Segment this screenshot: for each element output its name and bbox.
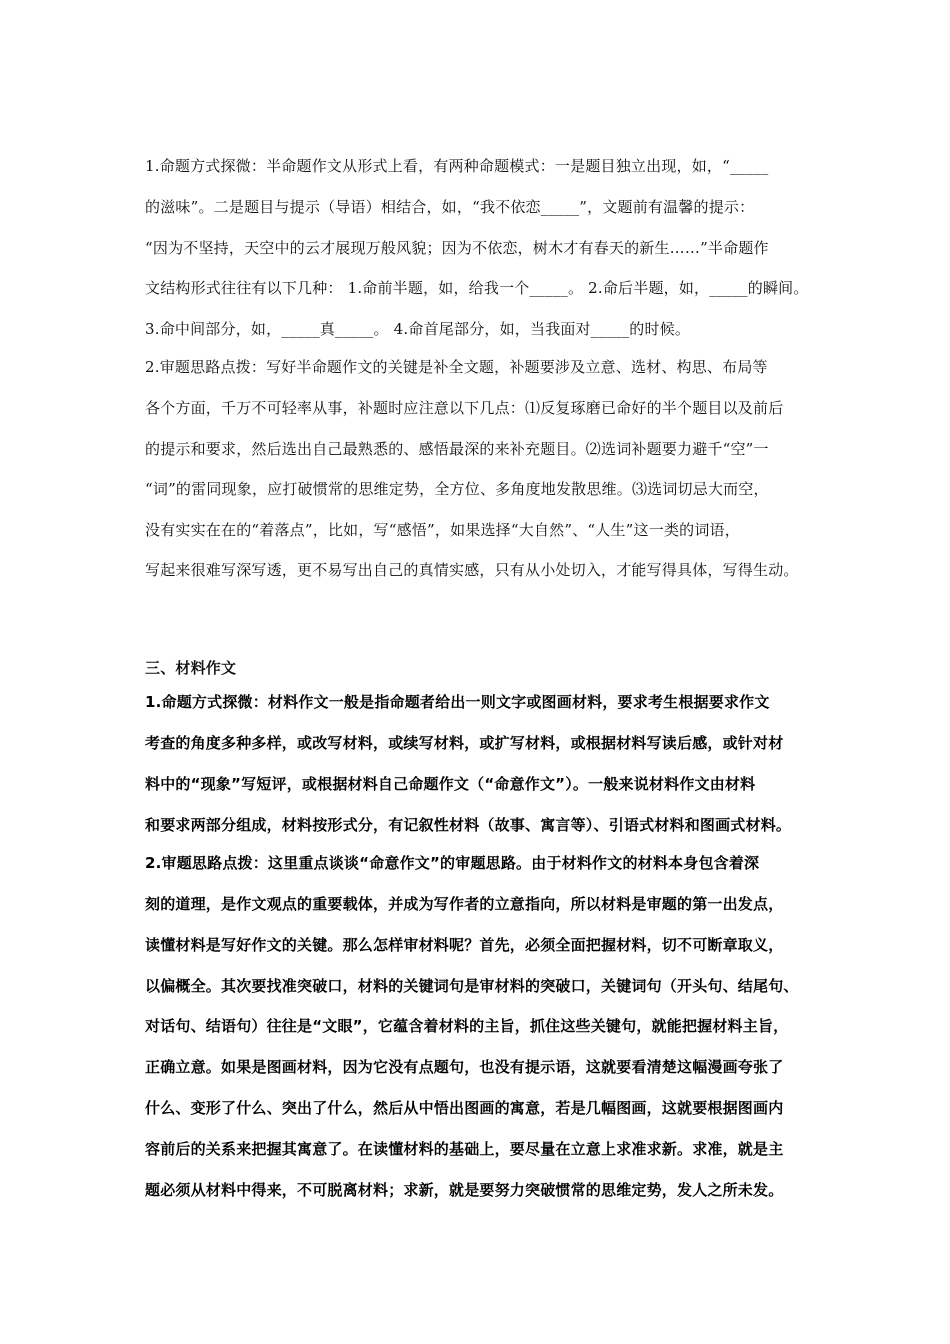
paragraph-line: 以偏概全。其次要找准突破口，材料的关键词句是审材料的突破口，关键词句（开头句、结尾句、 bbox=[145, 977, 799, 995]
paragraph-line: 1.命题方式探微：半命题作文从形式上看，有两种命题模式：一是题目独立出现，如，“_____ bbox=[145, 157, 769, 175]
paragraph-line: 没有实实在在的“着落点”，比如，写“感悟”，如果选择“大自然”、“人生”这一类的词语， bbox=[145, 521, 740, 539]
paragraph-line: 写起来很难写深写透，更不易写出自己的真情实感，只有从小处切入，才能写得具体，写得生动。 bbox=[145, 561, 799, 579]
paragraph-line: 容前后的关系来把握其寓意了。在读懂材料的基础上，要尽量在立意上求准求新。求准，就是主 bbox=[145, 1140, 784, 1158]
paragraph-line: 的滋味”。二是题目与提示（导语）相结合，如，“我不依恋_____”，文题前有温馨的提示： bbox=[145, 198, 755, 216]
section-heading: 三、材料作文 bbox=[145, 659, 237, 677]
paragraph-line: 刻的道理，是作文观点的重要载体，并成为写作者的立意指向，所以材料是审题的第一出发点， bbox=[145, 895, 784, 913]
paragraph-line: 正确立意。如果是图画材料，因为它没有点题句，也没有提示语，这就要看清楚这幅漫画夸张了 bbox=[145, 1058, 784, 1076]
paragraph-line: “因为不坚持，天空中的云才展现万般风貌；因为不依恋，树木才有春天的新生……”半命题作 bbox=[145, 239, 769, 257]
paragraph-line: 3.命中间部分，如，_____真_____。 4.命首尾部分，如，当我面对_____的时候。 bbox=[145, 320, 691, 338]
paragraph-line: 文结构形式往往有以下几种： 1.命前半题，如，给我一个_____。 2.命后半题，如，_____的瞬间。 bbox=[145, 279, 809, 297]
paragraph-line: 1.命题方式探微：材料作文一般是指命题者给出一则文字或图画材料，要求考生根据要求作文 bbox=[145, 693, 770, 711]
paragraph-line: “词”的雷同现象，应打破惯常的思维定势，全方位、多角度地发散思维。⑶选词切忌大而空， bbox=[145, 480, 769, 498]
paragraph-line: 对话句、结语句）往往是“文眼”，它蕴含着材料的主旨，抓住这些关键句，就能把握材料主旨， bbox=[145, 1017, 789, 1035]
paragraph-line: 2.审题思路点拨：写好半命题作文的关键是补全文题，补题要涉及立意、选材、构思、布局等 bbox=[145, 358, 768, 376]
paragraph-line: 2.审题思路点拨：这里重点谈谈“命意作文”的审题思路。由于材料作文的材料本身包含着深 bbox=[145, 854, 760, 872]
paragraph-line: 读懂材料是写好作文的关键。那么怎样审材料呢？首先，必须全面把握材料，切不可断章取义， bbox=[145, 936, 784, 954]
paragraph-line: 考查的角度多种多样，或改写材料，或续写材料，或扩写材料，或根据材料写读后感，或针对材 bbox=[145, 734, 784, 752]
paragraph-line: 和要求两部分组成，材料按形式分，有记叙性材料（故事、寓言等）、引语式材料和图画式材料。 bbox=[145, 816, 792, 834]
paragraph-line: 的提示和要求，然后选出自己最熟悉的、感悟最深的来补充题目。⑵选词补题要力避千“空”一 bbox=[145, 440, 769, 458]
paragraph-line: 各个方面，千万不可轻率从事，补题时应注意以下几点：⑴反复琢磨已命好的半个题目以及前后 bbox=[145, 399, 784, 417]
paragraph-line: 料中的“现象”写短评，或根据材料自己命题作文（“命意作文”）。一般来说材料作文由材料 bbox=[145, 775, 756, 793]
paragraph-line: 什么、变形了什么、突出了什么，然后从中悟出图画的寓意，若是几幅图画，这就要根据图画内 bbox=[145, 1099, 784, 1117]
paragraph-line: 题必须从材料中得来，不可脱离材料；求新，就是要努力突破惯常的思维定势，发人之所未发。 bbox=[145, 1181, 784, 1199]
